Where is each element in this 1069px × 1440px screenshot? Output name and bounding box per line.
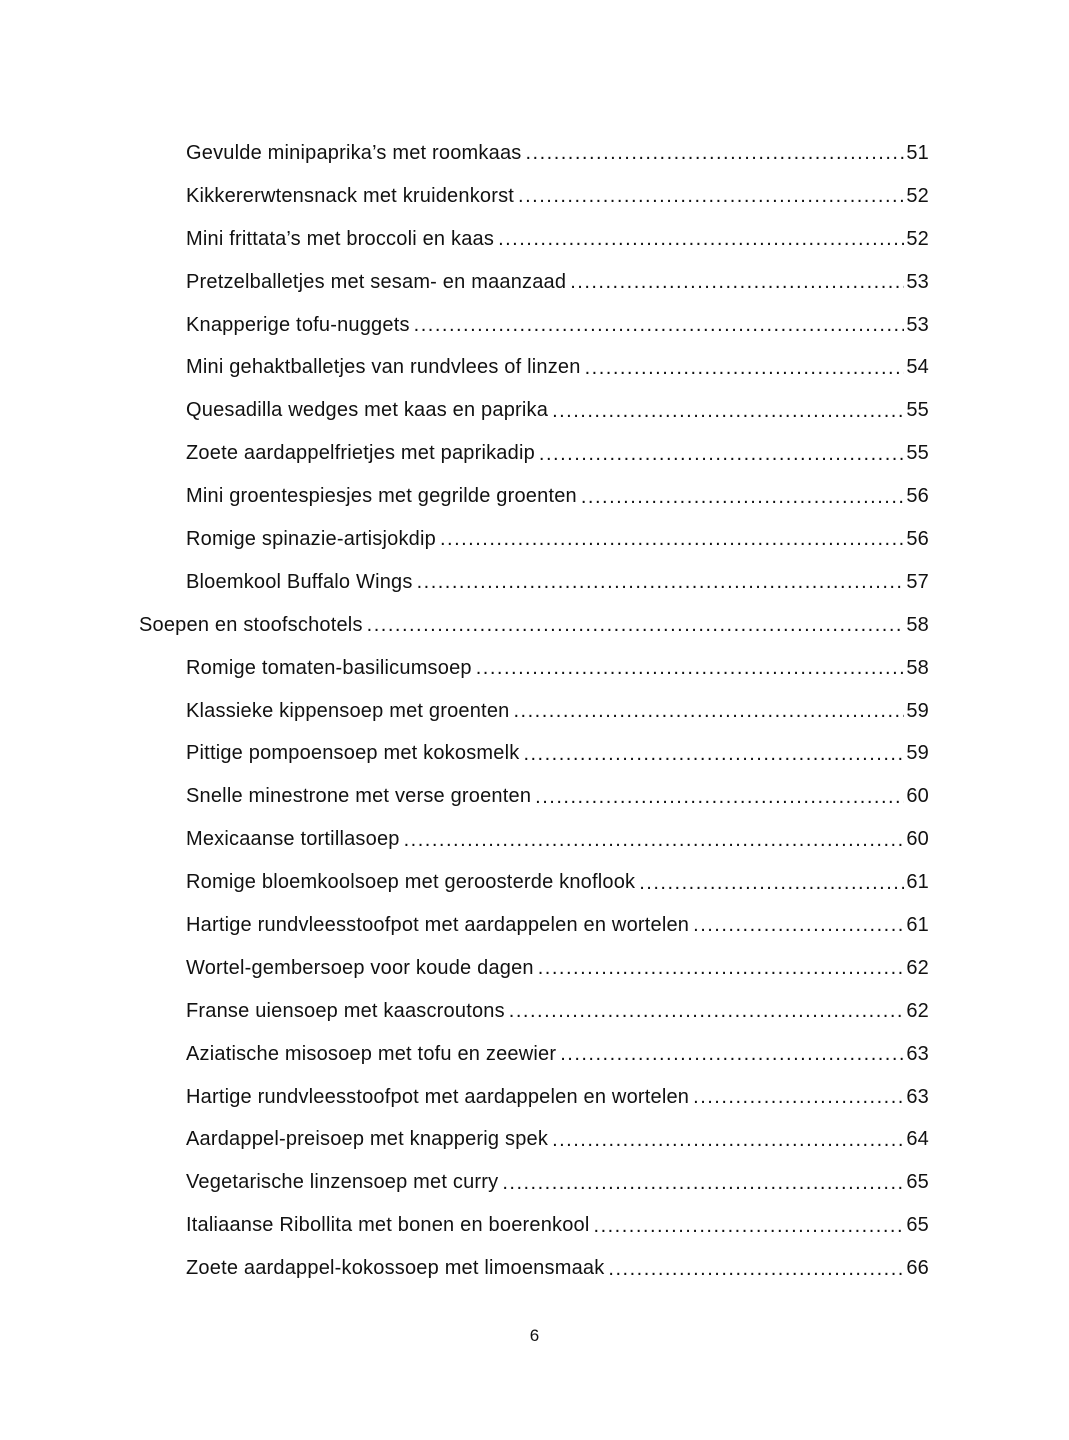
- toc-dot-leader: [476, 656, 905, 680]
- toc-entry-page-number: 51: [906, 141, 929, 164]
- toc-entry-title: Pittige pompoensoep met kokosmelk: [186, 742, 520, 765]
- toc-entry[interactable]: [0, 261, 1069, 304]
- toc-entry-title: Kikkererwtensnack met kruidenkorst: [186, 184, 515, 207]
- toc-entry-title: Aziatische misosoep met tofu en zeewier: [186, 1042, 557, 1065]
- toc-entry-title: Italiaanse Ribollita met bonen en boerenkool: [186, 1214, 590, 1237]
- toc-entry[interactable]: [0, 690, 1069, 733]
- toc-dot-leader: [509, 999, 905, 1023]
- toc-entry[interactable]: [0, 475, 1069, 518]
- toc-entry[interactable]: [0, 218, 1069, 261]
- toc-entry-page-number: 56: [906, 527, 929, 550]
- toc-entry[interactable]: [0, 818, 1069, 861]
- toc-entry-title: Mexicaanse tortillasoep: [186, 828, 400, 851]
- toc-dot-leader: [608, 1257, 904, 1281]
- toc-dot-leader: [560, 1042, 904, 1066]
- toc-entry-page-number: 60: [906, 785, 929, 808]
- toc-entry-page-number: 59: [906, 742, 929, 765]
- toc-dot-leader: [552, 1128, 904, 1152]
- toc-entry-title: Mini gehaktballetjes van rundvlees of linzen: [186, 356, 581, 379]
- toc-entry-page-number: 61: [906, 913, 929, 936]
- toc-entry[interactable]: [0, 1247, 1069, 1290]
- toc-entry[interactable]: [0, 904, 1069, 947]
- toc-entry-page-number: 58: [906, 613, 929, 636]
- toc-entry[interactable]: [0, 861, 1069, 904]
- toc-dot-leader: [639, 871, 904, 895]
- table-of-contents: [0, 132, 1069, 1290]
- toc-entry[interactable]: [0, 389, 1069, 432]
- toc-dot-leader: [502, 1171, 904, 1195]
- toc-dot-leader: [594, 1214, 905, 1238]
- toc-entry[interactable]: [0, 647, 1069, 690]
- toc-entry[interactable]: [0, 732, 1069, 775]
- toc-entry-page-number: 63: [906, 1042, 929, 1065]
- toc-entry-title: Quesadilla wedges met kaas en paprika: [186, 399, 549, 422]
- toc-entry-page-number: 53: [906, 313, 929, 336]
- toc-entry-title: Knapperige tofu-nuggets: [186, 313, 410, 336]
- toc-entry-page-number: 62: [906, 999, 929, 1022]
- toc-entry-title: Aardappel-preisoep met knapperig spek: [186, 1128, 549, 1151]
- toc-dot-leader: [539, 442, 904, 466]
- toc-entry[interactable]: [0, 432, 1069, 475]
- toc-entry-page-number: 59: [906, 699, 929, 722]
- toc-entry[interactable]: [0, 518, 1069, 561]
- toc-dot-leader: [538, 956, 905, 980]
- toc-entry-title: Soepen en stoofschotels: [139, 613, 363, 636]
- toc-entry-page-number: 56: [906, 485, 929, 508]
- toc-entry-title: Romige bloemkoolsoep met geroosterde knoflook: [186, 871, 636, 894]
- toc-entry-page-number: 62: [906, 956, 929, 979]
- toc-dot-leader: [440, 527, 904, 551]
- page-number: 6: [529, 1326, 540, 1345]
- toc-entry[interactable]: [0, 175, 1069, 218]
- toc-entry-page-number: 65: [906, 1214, 929, 1237]
- toc-entry-page-number: 53: [906, 270, 929, 293]
- toc-entry[interactable]: [0, 775, 1069, 818]
- toc-entry-page-number: 57: [906, 570, 929, 593]
- toc-entry[interactable]: [0, 1204, 1069, 1247]
- toc-entry-page-number: 52: [906, 227, 929, 250]
- toc-entry[interactable]: [0, 1118, 1069, 1161]
- toc-entry-page-number: 58: [906, 656, 929, 679]
- toc-entry[interactable]: [0, 1033, 1069, 1076]
- toc-dot-leader: [570, 270, 904, 294]
- toc-dot-leader: [525, 141, 904, 165]
- toc-entry-page-number: 52: [906, 184, 929, 207]
- toc-dot-leader: [513, 699, 904, 723]
- toc-entry[interactable]: [0, 1076, 1069, 1119]
- toc-entry[interactable]: [0, 561, 1069, 604]
- toc-entry[interactable]: [0, 1161, 1069, 1204]
- toc-entry-title: Romige spinazie-artisjokdip: [186, 527, 436, 550]
- toc-entry-title: Hartige rundvleesstoofpot met aardappelen en wortelen: [186, 1085, 690, 1108]
- toc-entry-title: Snelle minestrone met verse groenten: [186, 785, 532, 808]
- toc-entry[interactable]: [0, 132, 1069, 175]
- toc-entry-title: Franse uiensoep met kaascroutons: [186, 999, 505, 1022]
- toc-dot-leader: [552, 399, 904, 423]
- toc-dot-leader: [581, 485, 905, 509]
- toc-entry-page-number: 54: [906, 356, 929, 379]
- toc-entry[interactable]: [0, 304, 1069, 347]
- toc-entry-title: Klassieke kippensoep met groenten: [186, 699, 510, 722]
- toc-dot-leader: [523, 742, 904, 766]
- toc-entry-title: Gevulde minipaprika’s met roomkaas: [186, 141, 522, 164]
- toc-entry-title: Zoete aardappelfrietjes met paprikadip: [186, 442, 535, 465]
- toc-dot-leader: [518, 184, 904, 208]
- toc-entry-title: Zoete aardappel-kokossoep met limoensmaak: [186, 1257, 605, 1280]
- toc-chapter-entry[interactable]: [0, 604, 1069, 647]
- toc-entry-title: Hartige rundvleesstoofpot met aardappelen en wortelen: [186, 913, 690, 936]
- toc-entry-page-number: 65: [906, 1171, 929, 1194]
- toc-dot-leader: [585, 356, 905, 380]
- toc-dot-leader: [367, 613, 905, 637]
- toc-entry-page-number: 55: [906, 442, 929, 465]
- toc-entry-page-number: 66: [906, 1257, 929, 1280]
- toc-entry-page-number: 64: [906, 1128, 929, 1151]
- toc-entry-title: Wortel-gembersoep voor koude dagen: [186, 956, 534, 979]
- toc-entry[interactable]: [0, 990, 1069, 1033]
- toc-entry-title: Romige tomaten-basilicumsoep: [186, 656, 472, 679]
- toc-entry-page-number: 60: [906, 828, 929, 851]
- toc-dot-leader: [414, 313, 905, 337]
- toc-entry-title: Pretzelballetjes met sesam- en maanzaad: [186, 270, 567, 293]
- toc-entry-title: Vegetarische linzensoep met curry: [186, 1171, 499, 1194]
- toc-entry-title: Bloemkool Buffalo Wings: [186, 570, 413, 593]
- toc-dot-leader: [693, 1085, 904, 1109]
- toc-entry[interactable]: [0, 947, 1069, 990]
- toc-entry-page-number: 63: [906, 1085, 929, 1108]
- toc-entry[interactable]: [0, 346, 1069, 389]
- toc-entry-title: Mini frittata’s met broccoli en kaas: [186, 227, 495, 250]
- toc-dot-leader: [404, 828, 905, 852]
- toc-entry-title: Mini groentespiesjes met gegrilde groenten: [186, 485, 577, 508]
- toc-dot-leader: [417, 570, 905, 594]
- toc-dot-leader: [535, 785, 904, 809]
- toc-entry-page-number: 55: [906, 399, 929, 422]
- toc-dot-leader: [498, 227, 904, 251]
- toc-entry-page-number: 61: [906, 871, 929, 894]
- toc-dot-leader: [693, 913, 904, 937]
